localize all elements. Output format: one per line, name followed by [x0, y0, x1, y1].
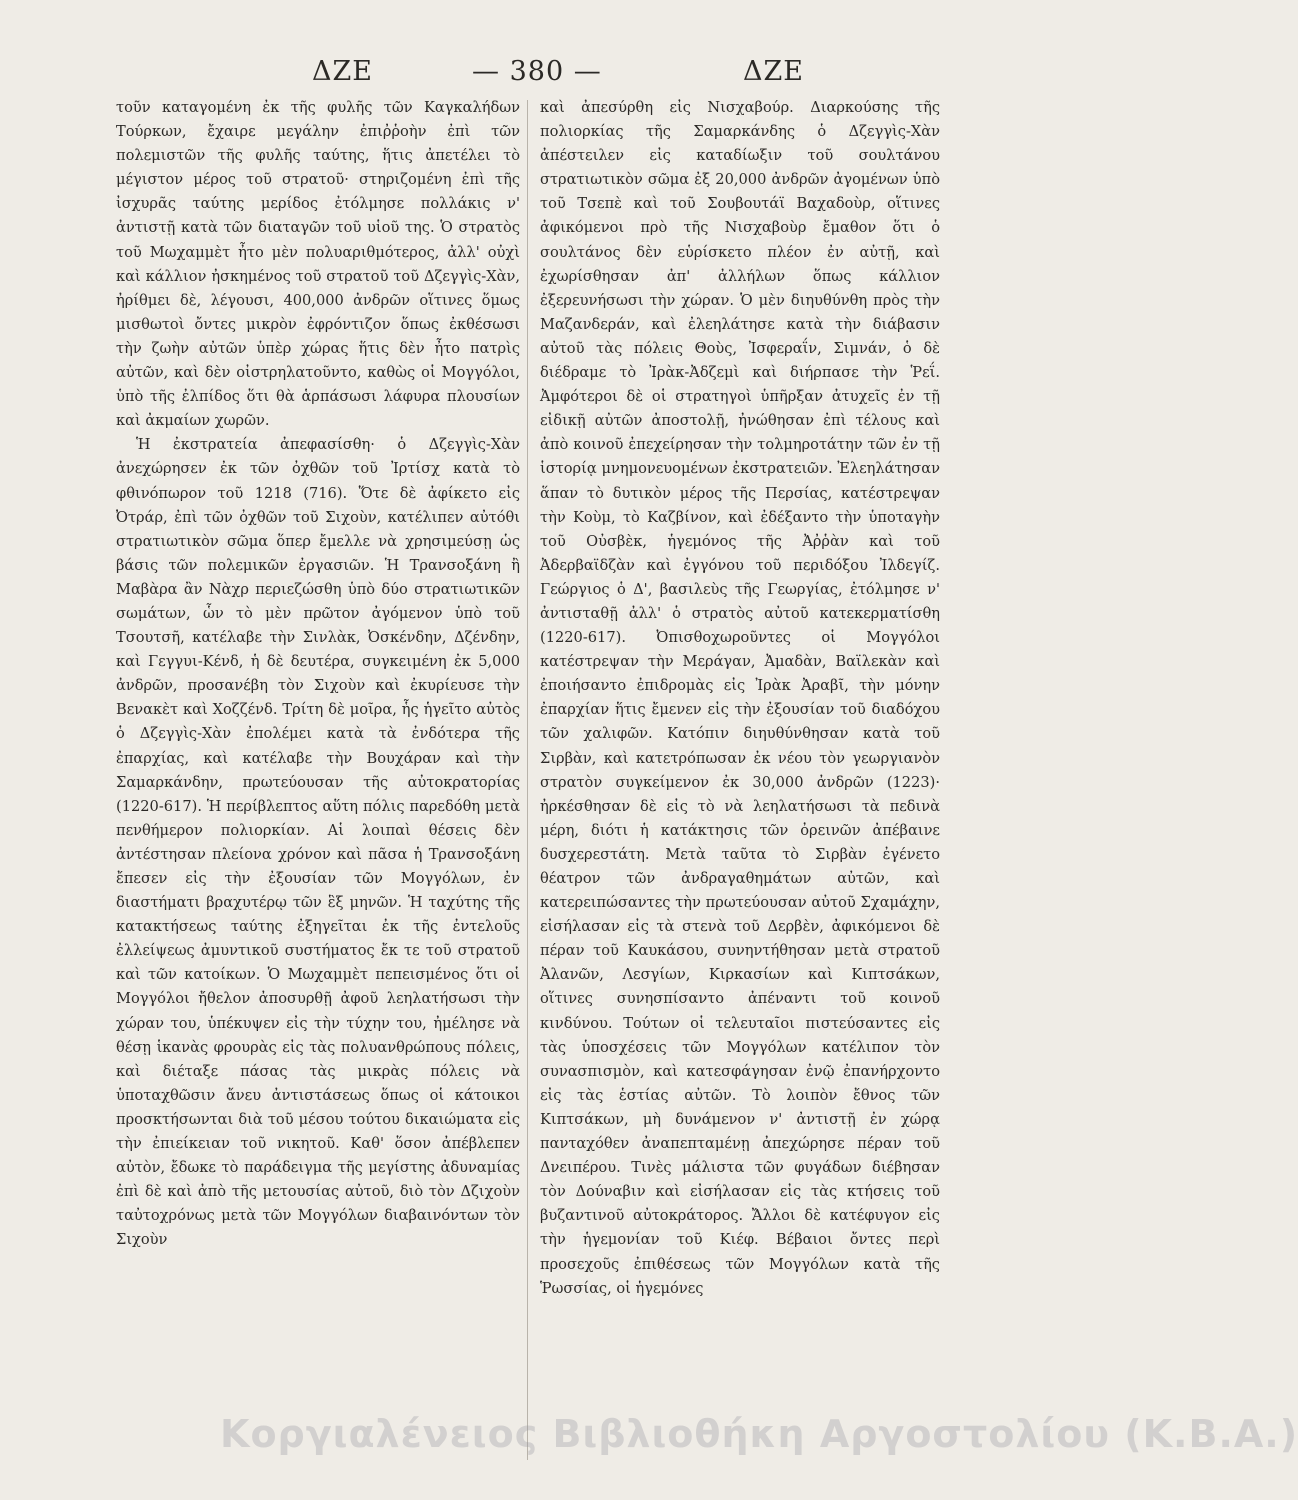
page-number: — 380 — [472, 56, 602, 87]
paragraph: Ἡ ἐκστρατεία ἀπεφασίσθη· ὁ Δζεγγὶς-Χὰν ἀνεχώρησεν ἐκ τῶν ὀχθῶν τοῦ Ἰρτίσχ κατὰ τὸ φθινόπωρον τοῦ 1218 (716). Ὅτε δὲ ἀφίκετο εἰς Ὀτράρ, ἐπὶ τῶν ὀχθῶν τοῦ Σιχοὺν, κατέλιπεν αὐτόθι στρατιωτικὸν σῶμα ὅπερ ἔμελλε νὰ χρησιμεύσῃ ὡς βάσις τῶν πολεμικῶν ἐργασιῶν. Ἡ Τρανσοξάνη ἢ Μαβὰρα ἂν Νὰχρ περιεζώσθη ὑπὸ δύο στρατιωτικῶν σωμάτων, ὧν τὸ μὲν πρῶτον ἀγόμενον ὑπὸ τοῦ Τσουτσῆ, κατέλαβε τὴν Σινλὰκ, Ὀσκένδην, Δζένδην, καὶ Γεγγυι-Κένδ, ἡ δὲ δευτέρα, συγκειμένη ἐκ 5,000 ἀνδρῶν, προσανέβη τὸν Σιχοὺν καὶ ἐκυρίευσε τὴν Βενακὲτ καὶ Χοζζένδ. Τρίτη δὲ μοῖρα, ἧς ἡγεῖτο αὐτὸς ὁ Δζεγγὶς-Χὰν ἐπολέμει κατὰ τὰ ἐνδότερα τῆς ἐπαρχίας, καὶ κατέλαβε τὴν Βουχάραν καὶ τὴν Σαμαρκάνδην, πρωτεύουσαν τῆς αὐτοκρατορίας (1220-617). Ἡ περίβλεπτος αὕτη πόλις παρεδόθη μετὰ πενθήμερον πολιορκίαν. Αἱ λοιπαὶ θέσεις δὲν ἀντέστησαν πλείονα χρόνον καὶ πᾶσα ἡ Τρανσοξάνη ἔπεσεν εἰς τὴν ἐξουσίαν τῶν Μογγόλων, ἐν διαστήματι βραχυτέρῳ τῶν ἓξ μηνῶν. Ἡ ταχύτης τῆς κατακτήσεως ταύτης ἐξηγεῖται ἐκ τῆς ἐντελοῦς ἐλλείψεως ἀμυντικοῦ συστήματος ἔκ τε τοῦ στρατοῦ καὶ τῶν κατοίκων. Ὁ Μωχαμμὲτ πεπεισμένος ὅτι οἱ Μογγόλοι ἤθελον ἀποσυρθῇ ἀφοῦ λεηλατήσωσι τὴν χώραν του, ὑπέκυψεν εἰς τὴν τύχην του, ἠμέλησε νὰ θέσῃ ἱκανὰς φρουρὰς εἰς τὰς πολυανθρώπους πόλεις, καὶ διέταξε πάσας τὰς μικρὰς πόλεις νὰ ὑποταχθῶσιν ἄνευ ἀντιστάσεως ὅπως οἱ κάτοικοι προσκτήσωνται διὰ τοῦ μέσου τούτου δικαιώματα εἰς τὴν ἐπιείκειαν τοῦ νικητοῦ. Καθ' ὅσον ἀπέβλεπεν αὐτὸν, ἔδωκε τὸ παράδειγμα τῆς μεγίστης ἀδυναμίας ἐπὶ δὲ καὶ ἀπὸ τῆς μετουσίας αὐτοῦ, διὸ τὸν Δζιχοὺν ταὐτοχρόνως μετὰ τῶν Μογγόλων διαβαινόντων τὸν Σιχοὺν [116, 436, 520, 1249]
left-column [116, 96, 520, 1253]
paragraph: καὶ ἀπεσύρθη εἰς Νισχαβούρ. Διαρκούσης τῆς πολιορκίας τῆς Σαμαρκάνδης ὁ Δζεγγὶς-Χὰν ἀπέστειλεν εἰς καταδίωξιν τοῦ σουλτάνου στρατιωτικὸν σῶμα ἐξ 20,000 ἀνδρῶν ἀγομένων ὑπὸ τοῦ Τσεπὲ καὶ τοῦ Σουβουτάϊ Βαχαδοὺρ, οἵτινες ἀφικόμενοι πρὸ τῆς Νισχαβοὺρ ἔμαθον ὅτι ὁ σουλτάνος δὲν εὑρίσκετο πλέον ἐν αὐτῇ, καὶ ἐχωρίσθησαν ἀπ' ἀλλήλων ὅπως κάλλιον ἐξερευνήσωσι τὴν χώραν. Ὁ μὲν διηυθύνθη πρὸς τὴν Μαζανδεράν, καὶ ἐλεηλάτησε κατὰ τὴν διάβασιν αὐτοῦ τὰς πόλεις Θοὺς, Ἰσφεραΐν, Σιμνάν, ὁ δὲ διέδραμε τὸ Ἰρὰκ-Ἀδζεμὶ καὶ διήρπασε τὴν Ῥεΐ. Ἀμφότεροι δὲ οἱ στρατηγοὶ ὑπῆρξαν ἀτυχεῖς ἐν τῇ εἰδικῇ αὐτῶν ἀποστολῇ, ἠνώθησαν ἐπὶ τέλους καὶ ἀπὸ κοινοῦ ἐπεχείρησαν τὴν τολμηροτάτην τῶν ἐν τῇ ἱστορίᾳ μνημονευομένων ἐκστρατειῶν. Ἐλεηλάτησαν ἅπαν τὸ δυτικὸν μέρος τῆς Περσίας, κατέστρεψαν τὴν Κοὺμ, τὸ Καζβίνον, καὶ ἐδέξαντο τὴν ὑποταγὴν τοῦ Οὐσβὲκ, ἡγεμόνος τῆς Ἀῤῥὰν καὶ τοῦ Ἀδερβαϊδζὰν καὶ ἐγγόνου τοῦ περιδόξου Ἰλδεγίζ. Γεώργιος ὁ Δ', βασιλεὺς τῆς Γεωργίας, ἐτόλμησε ν' ἀντισταθῇ ἀλλ' ὁ στρατὸς αὐτοῦ κατεκερματίσθη (1220-617). Ὀπισθοχωροῦντες οἱ Μογγόλοι κατέστρεψαν τὴν Μεράγαν, Ἀμαδὰν, Βαϊλεκὰν καὶ ἐποιήσαντο ἐπιδρομὰς εἰς Ἰρὰκ Ἀραβῖ, τὴν μόνην ἐπαρχίαν ἥτις ἔμενεν εἰς τὴν ἐξουσίαν τοῦ διαδόχου τῶν χαλιφῶν. Κατόπιν διηυθύνθησαν κατὰ τοῦ Σιρβὰν, καὶ κατετρόπωσαν ἐκ νέου τὸν γεωργιανὸν στρατὸν συγκείμενον ἐκ 30,000 ἀνδρῶν (1223)· ἠρκέσθησαν δὲ εἰς τὸ νὰ λεηλατήσωσι τὰ πεδινὰ μέρη, διότι ἡ κατάκτησις τῶν ὀρεινῶν ἀπέβαινε δυσχερεστάτη. Μετὰ ταῦτα τὸ Σιρβὰν ἐγένετο θέατρον τῶν ἀνδραγαθημάτων αὐτῶν, καὶ κατερειπώσαντες τὴν πρωτεύουσαν αὐτοῦ Σχαμάχην, εἰσήλασαν εἰς τὰ στενὰ τοῦ Δερβὲν, ἀφικόμενοι δὲ πέραν τοῦ Καυκάσου, συνηντήθησαν μετὰ στρατοῦ Ἀλανῶν, Λεσγίων, Κιρκασίων καὶ Κιπτσάκων, οἵτινες συνησπίσαντο ἀπέναντι τοῦ κοινοῦ κινδύνου. Τούτων οἱ τελευταῖοι πιστεύσαντες εἰς τὰς ὑποσχέσεις τῶν Μογγόλων κατέλιπον τὸν συνασπισμὸν, καὶ κατεσφάγησαν ἐνῷ ἐπανήρχοντο εἰς τὰς ἑστίας αὐτῶν. Τὸ λοιπὸν ἔθνος τῶν Κιπτσάκων, μὴ δυνάμενον ν' ἀντιστῇ ἐν χώρᾳ πανταχόθεν ἀναπεπταμένῃ ἀπεχώρησε πέραν τοῦ Δνειπέρου. Τινὲς μάλιστα τῶν φυγάδων διέβησαν τὸν Δούναβιν καὶ εἰσήλασαν εἰς τὰς κτήσεις τοῦ βυζαντινοῦ αὐτοκράτορος. Ἄλλοι δὲ κατέφυγον εἰς τὴν ἡγεμονίαν τοῦ Κιέφ. Βέβαιοι ὄντες περὶ προσεχοῦς ἐπιθέσεως τῶν Μογγόλων κατὰ τῆς Ῥωσσίας, οἱ ἡγεμόνες [540, 99, 940, 1297]
header-right-keyword: ΔΖΕ [743, 56, 804, 87]
paragraph: τοῦν καταγομένη ἐκ τῆς φυλῆς τῶν Καγκαλήδων Τούρκων, ἔχαιρε μεγάλην ἐπιῤῥοὴν ἐπὶ τῶν πολεμιστῶν τῆς φυλῆς ταύτης, ἥτις ἀπετέλει τὸ μέγιστον μέρος τοῦ στρατοῦ· στηριζομένη ἐπὶ τῆς ἰσχυρᾶς ταύτης μερίδος ἐτόλμησε πολλάκις ν' ἀντιστῇ κατὰ τῶν διαταγῶν τοῦ υἱοῦ της. Ὁ στρατὸς τοῦ Μωχαμμὲτ ἦτο μὲν πολυαριθμότερος, ἀλλ' οὐχὶ καὶ κάλλιον ἠσκημένος τοῦ στρατοῦ τοῦ Δζεγγὶς-Χὰν, ἠρίθμει δὲ, λέγουσι, 400,000 ἀνδρῶν οἵτινες ὅμως μισθωτοὶ ὄντες μικρὸν ἐφρόντιζον ὅπως ἐκθέσωσι τὴν ζωὴν αὐτῶν ὑπὲρ χώρας ἥτις δὲν ἦτο πατρὶς αὐτῶν, καὶ δὲν οἰστρηλατοῦντο, καθὼς οἱ Μογγόλοι, ὑπὸ τῆς ἐλπίδος ὅτι θὰ ἁρπάσωσι λάφυρα πλουσίων καὶ ἀκμαίων χωρῶν. [116, 99, 520, 430]
library-watermark: Κοργιαλένειος Βιβλιοθήκη Αργοστολίου (Κ.Β.Α.) [220, 1412, 1298, 1456]
header-left-keyword: ΔΖΕ [312, 56, 373, 87]
right-column [540, 96, 940, 1301]
column-divider [527, 100, 528, 1460]
running-header [120, 56, 900, 96]
